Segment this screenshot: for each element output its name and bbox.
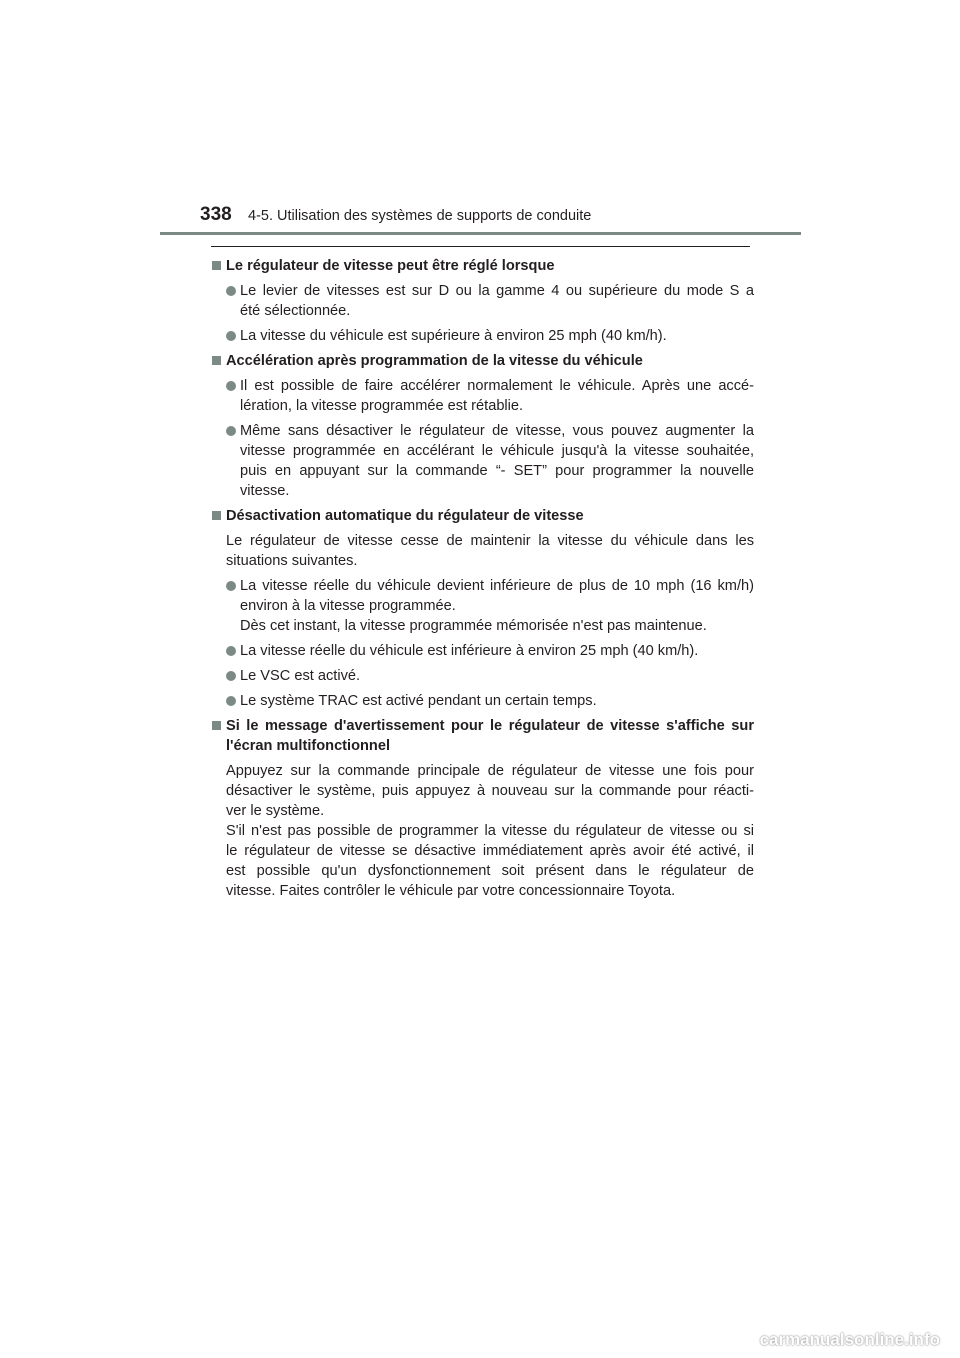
bullet-item: Le levier de vitesses est sur D ou la gamme 4 ou supérieure du mode S a été sélectionnée. — [211, 281, 754, 321]
bullet-item: Le système TRAC est activé pendant un certain temps. — [211, 691, 754, 711]
round-bullet-icon — [226, 581, 236, 591]
bullet-item: Il est possible de faire accélérer normalement le véhicule. Après une accé- lération, la vitesse programmée est rétablie. — [211, 376, 754, 416]
square-bullet-icon — [212, 356, 221, 365]
section-acceleration — [211, 351, 754, 501]
section-cruise-setting — [211, 256, 754, 346]
section-heading: Si le message d'avertissement pour le régulateur de vitesse s'affiche sur l'écran multifonctionnel — [211, 716, 754, 756]
round-bullet-icon — [226, 381, 236, 391]
section-intro: Le régulateur de vitesse cesse de maintenir la vitesse du véhicule dans les situations suivantes. — [226, 533, 754, 569]
section-body: Appuyez sur la commande principale de régulateur de vitesse une fois pour désactiver le système, puis appuyez à nouveau sur la commande pour réacti- ver le système. S'il n'est pas possible de programmer la vitesse du régulateur de vitesse ou si le régulateur de vitesse se désactive immédiatement après avoir été activé, il est possible qu'un dysfonctionnement soit présent dans le régulateur de vitesse. Faites contrôler le véhicule par votre concessionnaire Toyota. — [226, 763, 754, 899]
section-auto-cancel — [211, 506, 754, 711]
page-content — [211, 256, 754, 906]
round-bullet-icon — [226, 426, 236, 436]
section-heading: Le régulateur de vitesse peut être réglé lorsque — [211, 256, 754, 276]
square-bullet-icon — [212, 511, 221, 520]
watermark-logo: carmanualsonline.info — [759, 1330, 940, 1349]
header-rule — [160, 232, 801, 235]
round-bullet-icon — [226, 331, 236, 341]
bullet-item: La vitesse réelle du véhicule devient inférieure de plus de 10 mph (16 km/h) environ à la vitesse programmée. Dès cet instant, la vitesse programmée mémorisée n'est pas maintenue. — [211, 576, 754, 636]
section-warning-message — [211, 716, 754, 901]
bullet-item: La vitesse réelle du véhicule est inférieure à environ 25 mph (40 km/h). — [211, 641, 754, 661]
round-bullet-icon — [226, 646, 236, 656]
round-bullet-icon — [226, 696, 236, 706]
round-bullet-icon — [226, 286, 236, 296]
square-bullet-icon — [212, 261, 221, 270]
chapter-title: 4-5. Utilisation des systèmes de supports de conduite — [248, 208, 592, 224]
section-heading: Accélération après programmation de la vitesse du véhicule — [211, 351, 754, 371]
round-bullet-icon — [226, 671, 236, 681]
section-heading: Désactivation automatique du régulateur de vitesse — [211, 506, 754, 526]
bullet-item: Même sans désactiver le régulateur de vitesse, vous pouvez augmenter la vitesse programmée en accélérant le véhicule jusqu'à la vitesse souhaitée, puis en appuyant sur la commande “- SET” pour programmer la nouvelle vitesse. — [211, 421, 754, 501]
content-rule — [211, 246, 750, 247]
bullet-item: La vitesse du véhicule est supérieure à environ 25 mph (40 km/h). — [211, 326, 754, 346]
square-bullet-icon — [212, 721, 221, 730]
page-number: 338 — [200, 204, 232, 225]
bullet-item: Le VSC est activé. — [211, 666, 754, 686]
